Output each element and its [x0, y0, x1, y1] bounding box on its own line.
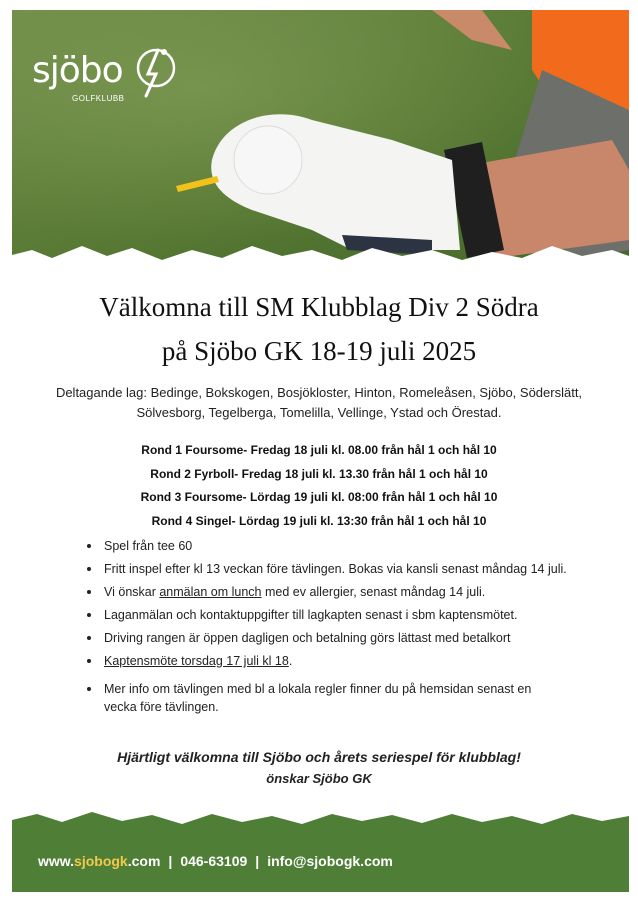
bullet-icon [87, 659, 91, 663]
list-item-text: . [288, 654, 293, 668]
phone-number[interactable]: 046-63109 [180, 853, 248, 869]
bullet-icon [87, 590, 91, 594]
logo-subtitle: GOLFKLUBB [72, 94, 125, 103]
logo-wordmark: sjöbo [32, 50, 123, 91]
list-item-text: vecka före tävlingen. [104, 700, 219, 714]
bullet-icon [87, 567, 91, 571]
list-item-text: Laganmälan och kontaktuppgifter till lagkapten senast i sbm kaptensmötet. [104, 608, 518, 622]
list-item [84, 652, 604, 670]
list-item-text: Vi önskar [104, 585, 160, 599]
torn-paper-banner [12, 812, 629, 892]
page-title: Välkomna till SM Klubblag Div 2 Södra [99, 292, 539, 322]
round-2: Rond 2 Fyrboll- Fredag 18 juli kl. 13.30 från hål 1 och hål 10 [150, 466, 488, 481]
round-3: Rond 3 Foursome- Lördag 19 juli kl. 08:00 från hål 1 och hål 10 [140, 490, 498, 504]
list-item [84, 560, 604, 578]
round-schedule [0, 439, 638, 533]
round-1: Rond 1 Foursome- Fredag 18 juli kl. 08.00 från hål 1 och hål 10 [141, 443, 497, 457]
bullet-icon [87, 636, 91, 640]
contact-line [38, 853, 393, 869]
list-item-text: Fritt inspel efter kl 13 veckan före tävlingen. Bokas via kansli senast måndag 14 juli. [104, 562, 567, 576]
list-item-text: med ev allergier, senast måndag 14 juli. [261, 585, 486, 599]
list-item [84, 629, 604, 647]
website-link[interactable] [38, 853, 160, 869]
info-list [84, 537, 604, 721]
bullet-icon [87, 687, 91, 691]
list-item-text: Spel från tee 60 [104, 539, 193, 553]
list-item [84, 680, 604, 716]
list-item-text: Mer info om tävlingen med bl a lokala regler finner du på hemsidan senast en [104, 682, 532, 696]
bullet-icon [87, 613, 91, 617]
lunch-registration-link[interactable]: anmälan om lunch [159, 585, 262, 599]
list-item [84, 606, 604, 624]
page-subtitle: på Sjöbo GK 18-19 juli 2025 [161, 336, 477, 366]
captains-meeting-link[interactable]: Kaptensmöte torsdag 17 juli kl 18 [104, 654, 289, 668]
website-suffix: .com [127, 853, 161, 869]
hero-image [12, 10, 629, 272]
separator: | [168, 853, 173, 869]
website-domain: sjobogk [74, 853, 128, 869]
separator: | [255, 853, 260, 869]
list-item [84, 537, 604, 555]
teams-line-2: Sölvesborg, Tegelberga, Tomelilla, Vellinge, Ystad och Örestad. [136, 405, 502, 420]
teams-line-1: Deltagande lag: Bedinge, Bokskogen, Bosjökloster, Hinton, Romeleåsen, Sjöbo, Söderslätt, [55, 385, 583, 400]
footer-bar [12, 812, 629, 892]
round-4: Rond 4 Singel- Lördag 19 juli kl. 13:30 från hål 1 och hål 10 [151, 513, 487, 528]
list-item [84, 583, 604, 601]
bullet-icon [87, 544, 91, 548]
website-prefix: www. [38, 853, 75, 869]
signature-line: önskar Sjöbo GK [266, 771, 372, 786]
welcome-message: Hjärtligt välkomna till Sjöbo och årets seriespel för klubblag! [117, 749, 521, 765]
participating-teams [30, 383, 608, 423]
email-link[interactable]: info@sjobogk.com [267, 853, 393, 869]
golfer-swing-icon [134, 44, 178, 100]
club-logo [32, 44, 182, 114]
list-item-text: Driving rangen är öppen dagligen och betalning görs lättast med betalkort [104, 631, 511, 645]
